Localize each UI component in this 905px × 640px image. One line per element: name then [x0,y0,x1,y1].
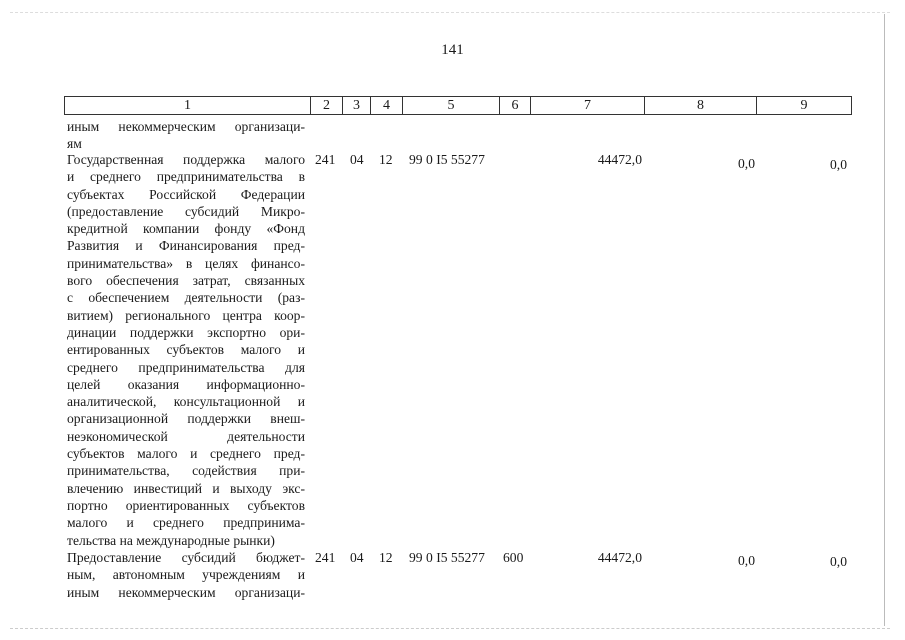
row-2-line: Предоставление субсидий бюджет- [67,550,305,565]
row-1-line: субъектов малого и среднего пред- [67,446,305,462]
row-1-description [67,151,305,549]
header-col-5: 5 [402,96,500,115]
row-1-col-5: 99 0 I5 55277 [409,152,485,167]
page-number: 141 [441,42,464,58]
row-2-line: ным, автономным учреждениям и [67,567,305,583]
row-1-line: Развития и Финансирования пред- [67,238,305,254]
row-1-line: портно ориентированных субъектов [67,497,305,513]
row-1-line: принимательства» в целях финансо- [67,255,305,271]
row-1-line: и среднего предпринимательства в [67,169,305,185]
row-1-line: целей оказания информационно- [67,376,305,392]
row-1-line: Государственная поддержка малого [67,152,305,167]
row-1-col-2: 241 [315,152,336,167]
row-1-line: субъектах Российской Федерации [67,186,305,202]
header-col-6: 6 [499,96,531,115]
row-1-line: тельства на международные рынки) [67,532,275,548]
row-1-line: влечению инвестиций и выходу экс- [67,480,305,496]
header-col-2: 2 [310,96,343,115]
row-1-col-7: 44472,0 [597,152,642,167]
row-1-line: неэкономической деятельности [67,428,305,444]
header-col-8: 8 [644,96,757,115]
right-scan-edge [884,14,885,626]
row-2-col-2: 241 [315,550,336,565]
row-1-line: динации поддержки экспортно ори- [67,324,305,340]
header-col-7: 7 [530,96,645,115]
row-1-line: витием) регионального центра коор- [67,307,305,323]
row-0-description [67,118,305,153]
row-1-line: кредитной компании фонду «Фонд [67,221,305,237]
row-1-line: аналитической, консультационной и [67,394,305,410]
row-2-col-8: 0,0 [738,553,755,568]
row-1-line: принимательства, содействия при- [67,463,305,479]
row-1-line: среднего предпринимательства для [67,359,305,375]
row-1-line: организационной поддержки внеш- [67,411,305,427]
header-col-4: 4 [370,96,403,115]
row-1-col-9: 0,0 [830,157,847,172]
row-2-col-6: 600 [503,550,524,565]
row-1-col-8: 0,0 [738,156,755,171]
row-1-line: вого обеспечения затрат, связанных [67,273,305,289]
row-1-line: с обеспечением деятельности (раз- [67,290,305,306]
header-col-3: 3 [342,96,371,115]
row-1-line: (предоставление субсидий Микро- [67,203,305,219]
bottom-scan-edge [10,628,890,630]
row-2-col-5: 99 0 I5 55277 [409,550,485,565]
row-2-col-9: 0,0 [830,554,847,569]
row-1-col-3: 04 [350,152,364,167]
header-col-9: 9 [756,96,852,115]
row-0-line: ям [67,136,82,152]
row-2-col-3: 04 [350,550,364,565]
row-0-line: иным некоммерческим организаци- [67,119,305,134]
row-2-line: иным некоммерческим организаци- [67,584,305,600]
row-1-line: ентированных субъектов малого и [67,342,305,358]
row-2-description [67,549,305,601]
row-1-line: малого и среднего предпринима- [67,515,305,531]
row-2-col-4: 12 [379,550,393,565]
row-2-col-7: 44472,0 [597,550,642,565]
header-col-1: 1 [64,96,311,115]
top-scan-edge [10,12,890,14]
row-1-col-4: 12 [379,152,393,167]
